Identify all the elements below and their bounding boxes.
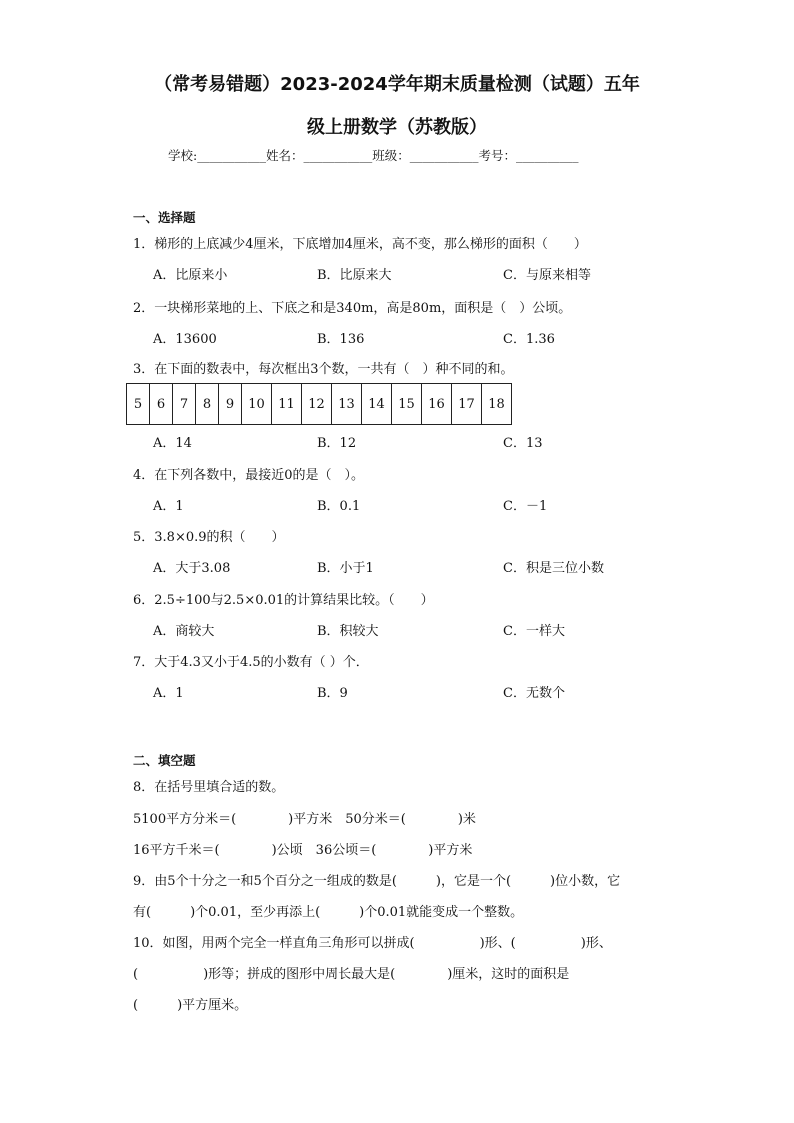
number-cell: 14 [362,384,392,425]
question-3: 3．在下面的数表中，每次框出3个数，一共有（ ）种不同的和。 [133,362,514,377]
q1-option-b: B．比原来大 [317,268,392,283]
q7-option-c: C．无数个 [503,686,565,701]
q3-option-a: A．14 [153,436,192,451]
fill-line-6: 10．如图，用两个完全一样直角三角形可以拼成( )形、( )形、 [133,936,612,951]
number-cell: 17 [452,384,482,425]
fill-line-3: 16平方千米＝( )公顷 36公顷＝( )平方米 [133,843,473,858]
question-5: 5．3.8×0.9的积（ ） [133,530,285,545]
page-title-line-2: 级上册数学（苏教版） [307,117,487,138]
fill-line-8: ( )平方厘米。 [133,998,248,1013]
page-title-line-1: （常考易错题）2023-2024学年期末质量检测（试题）五年 [154,74,640,95]
section-heading-fill-in: 二、填空题 [133,753,196,768]
q1-option-c: C．与原来相等 [503,268,591,283]
number-cell: 7 [173,384,196,425]
section-heading-choice: 一、选择题 [133,210,196,225]
fill-line-7: ( )形等；拼成的图形中周长最大是( )厘米，这时的面积是 [133,967,570,982]
q7-option-b: B．9 [317,686,348,701]
q3-option-c: C．13 [503,436,543,451]
question-6: 6．2.5÷100与2.5×0.01的计算结果比较。（ ） [133,593,434,608]
q4-option-a: A．1 [153,499,184,514]
fill-line-4: 9．由5个十分之一和5个百分之一组成的数是( )，它是一个( )位小数，它 [133,874,621,889]
q2-option-b: B．136 [317,332,365,347]
question-2: 2．一块梯形菜地的上、下底之和是340m，高是80m，面积是（ ）公顷。 [133,301,572,316]
number-cell: 18 [482,384,512,425]
number-cell: 10 [242,384,272,425]
q4-option-b: B．0.1 [317,499,361,514]
number-cell: 6 [150,384,173,425]
q5-option-b: B．小于1 [317,561,374,576]
number-cell: 13 [332,384,362,425]
q6-option-c: C．一样大 [503,624,565,639]
number-table-row [127,384,512,425]
question-1: 1．梯形的上底减少4厘米，下底增加4厘米，高不变，那么梯形的面积（ ） [133,237,587,252]
number-cell: 9 [219,384,242,425]
number-cell: 11 [272,384,302,425]
q6-option-a: A．商较大 [153,624,215,639]
q6-option-b: B．积较大 [317,624,379,639]
q2-option-a: A．13600 [153,332,217,347]
number-cell: 16 [422,384,452,425]
number-cell: 12 [302,384,332,425]
student-info-line: 学校:___________姓名：___________班级：___________考号：__________ [168,148,579,163]
question-7: 7．大于4.3又小于4.5的小数有（ ）个． [133,655,369,670]
fill-line-2: 5100平方分米＝( )平方米 50分米＝( )米 [133,812,476,827]
number-cell: 8 [196,384,219,425]
number-cell: 5 [127,384,150,425]
fill-line-5: 有( )个0.01，至少再添上( )个0.01就能变成一个整数。 [133,905,524,920]
q5-option-a: A．大于3.08 [153,561,231,576]
q4-option-c: C．－1 [503,499,548,514]
question-4: 4．在下列各数中，最接近0的是（ ）。 [133,468,365,483]
fill-line-1: 8．在括号里填合适的数。 [133,780,285,795]
q5-option-c: C．积是三位小数 [503,561,604,576]
q7-option-a: A．1 [153,686,184,701]
number-cell: 15 [392,384,422,425]
q2-option-c: C．1.36 [503,332,555,347]
q3-option-b: B．12 [317,436,357,451]
q1-option-a: A．比原来小 [153,268,228,283]
number-table [126,383,512,425]
